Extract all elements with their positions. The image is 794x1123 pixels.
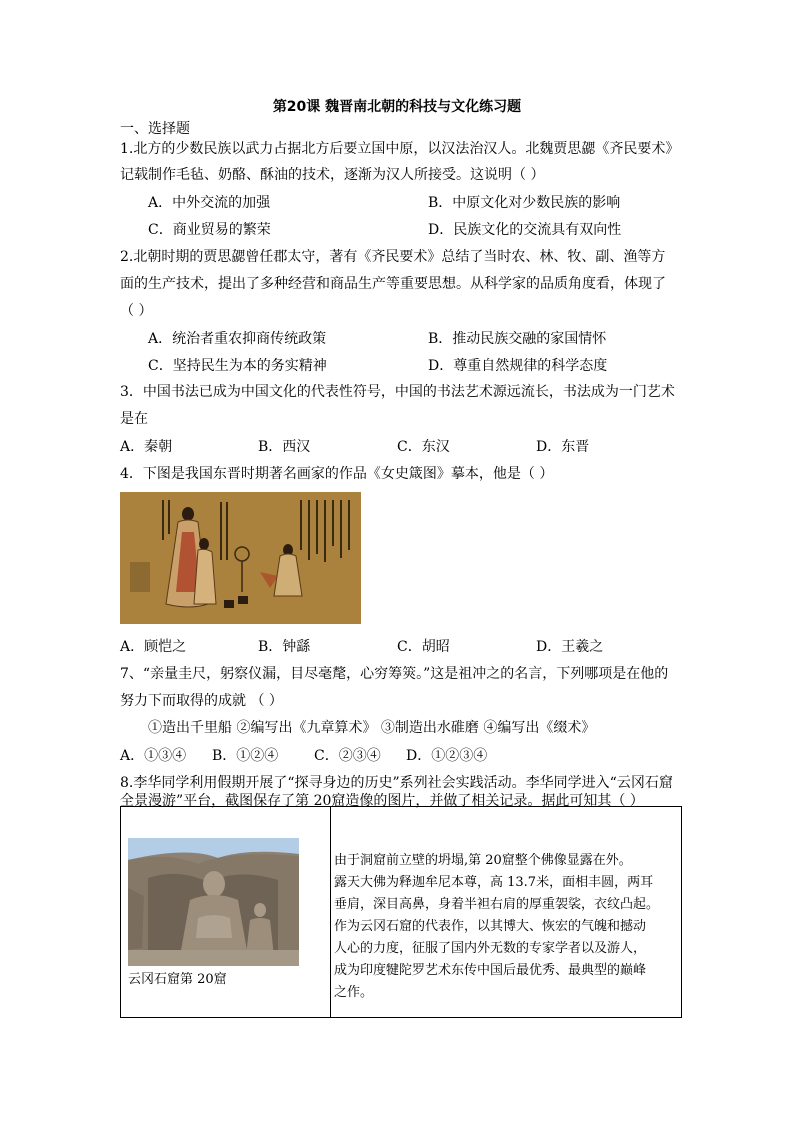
- q4-option-d: D．王羲之: [536, 639, 604, 655]
- q4-option-a: A．顾恺之: [120, 639, 187, 655]
- desc-line: 垂肩，深目高鼻，身着半袒右肩的厚重袈裟，衣纹凸起。: [334, 897, 660, 912]
- q2-stem-line2: 面的生产技术，提出了多种经营和商品生产等重要思想。从科学家的品质角度看，体现了: [120, 276, 666, 292]
- q3-option-b: B．西汉: [258, 439, 311, 455]
- yungang-cave-photo: [128, 838, 299, 966]
- desc-line: 由于洞窟前立壁的坍塌,第 20窟整个佛像显露在外。: [334, 853, 632, 868]
- desc-line: 作为云冈石窟的代表作，以其博大、恢宏的气魄和撼动: [334, 919, 647, 934]
- q1-option-a: A．中外交流的加强: [148, 195, 271, 211]
- q4-option-b: B．钟繇: [258, 639, 311, 655]
- q4-stem-line1: 4．下图是我国东晋时期著名画家的作品《女史箴图》摹本，他是（ ）: [120, 466, 554, 482]
- q1-option-c: C．商业贸易的繁荣: [148, 222, 271, 238]
- q2-stem-line3: （ ）: [120, 303, 153, 319]
- painting-illustration: [120, 492, 361, 624]
- q3-option-d: D．东晋: [536, 439, 590, 455]
- q8-stem-line1: 8.李华同学利用假期开展了“探寻身边的历史”系列社会实践活动。李华同学进入“云冈石窟: [120, 775, 673, 791]
- q2-option-a: A．统治者重农抑商传统政策: [148, 331, 327, 347]
- q3-stem-line1: 3．中国书法已成为中国文化的代表性符号，中国的书法艺术源远流长，书法成为一门艺术: [120, 384, 675, 400]
- q3-stem-line2: 是在: [120, 411, 148, 427]
- q2-option-d: D．尊重自然规律的科学态度: [428, 358, 608, 374]
- q1-stem-line1: 1.北方的少数民族以武力占据北方后要立国中原，以汉法治汉人。北魏贾思勰《齐民要术》: [120, 141, 680, 157]
- desc-line: 之作。: [334, 985, 374, 1000]
- q7-option-d: D．①②③④: [406, 748, 488, 764]
- section-heading: 一、选择题: [120, 121, 190, 137]
- q7-items: ①造出千里船 ②编写出《九章算术》 ③制造出水碓磨 ④编写出《缀术》: [148, 720, 596, 736]
- q2-option-c: C．坚持民生为本的务实精神: [148, 358, 327, 374]
- q4-option-c: C．胡昭: [397, 639, 450, 655]
- cave-illustration: [128, 838, 299, 966]
- q8-stem-line2: 全景漫游”平台，截图保存了第 20窟造像的图片，并做了相关记录。据此可知其（ ）: [120, 793, 644, 809]
- cave-photo-caption: 云冈石窟第 20窟: [128, 972, 227, 987]
- q7-stem-line1: 7、“亲量圭尺，躬察仪漏，目尽毫氂，心穷筹筴。”这是祖冲之的名言，下列哪项是在他的: [120, 666, 669, 682]
- q7-option-a: A．①③④: [120, 748, 187, 764]
- q7-option-c: C．②③④: [314, 748, 381, 764]
- q2-stem-line1: 2.北朝时期的贾思勰曾任郡太守，著有《齐民要术》总结了当时农、林、牧、副、渔等方: [120, 249, 666, 265]
- q1-option-b: B．中原文化对少数民族的影响: [428, 195, 621, 211]
- q3-option-c: C．东汉: [397, 439, 450, 455]
- q2-option-b: B．推动民族交融的家国情怀: [428, 331, 607, 347]
- painting-image: [120, 492, 361, 624]
- page-title: 第20课 魏晋南北朝的科技与文化练习题: [272, 99, 522, 115]
- q7-option-b: B．①②④: [212, 748, 279, 764]
- q1-option-d: D．民族文化的交流具有双向性: [428, 222, 622, 238]
- desc-line: 人心的力度，征服了国内外无数的专家学者以及游人，: [334, 941, 647, 956]
- q8-description: [334, 850, 676, 1004]
- desc-line: 露天大佛为释迦牟尼本尊，高 13.7米，面相丰圆，两耳: [334, 875, 654, 890]
- desc-line: 成为印度犍陀罗艺术东传中国后最优秀、最典型的巅峰: [334, 963, 647, 978]
- q1-stem-line2: 记载制作毛毡、奶酪、酥油的技术，逐渐为汉人所接受。这说明（ ）: [120, 167, 545, 183]
- q7-stem-line2: 努力下而取得的成就 （ ）: [120, 693, 283, 709]
- q3-option-a: A．秦朝: [120, 439, 173, 455]
